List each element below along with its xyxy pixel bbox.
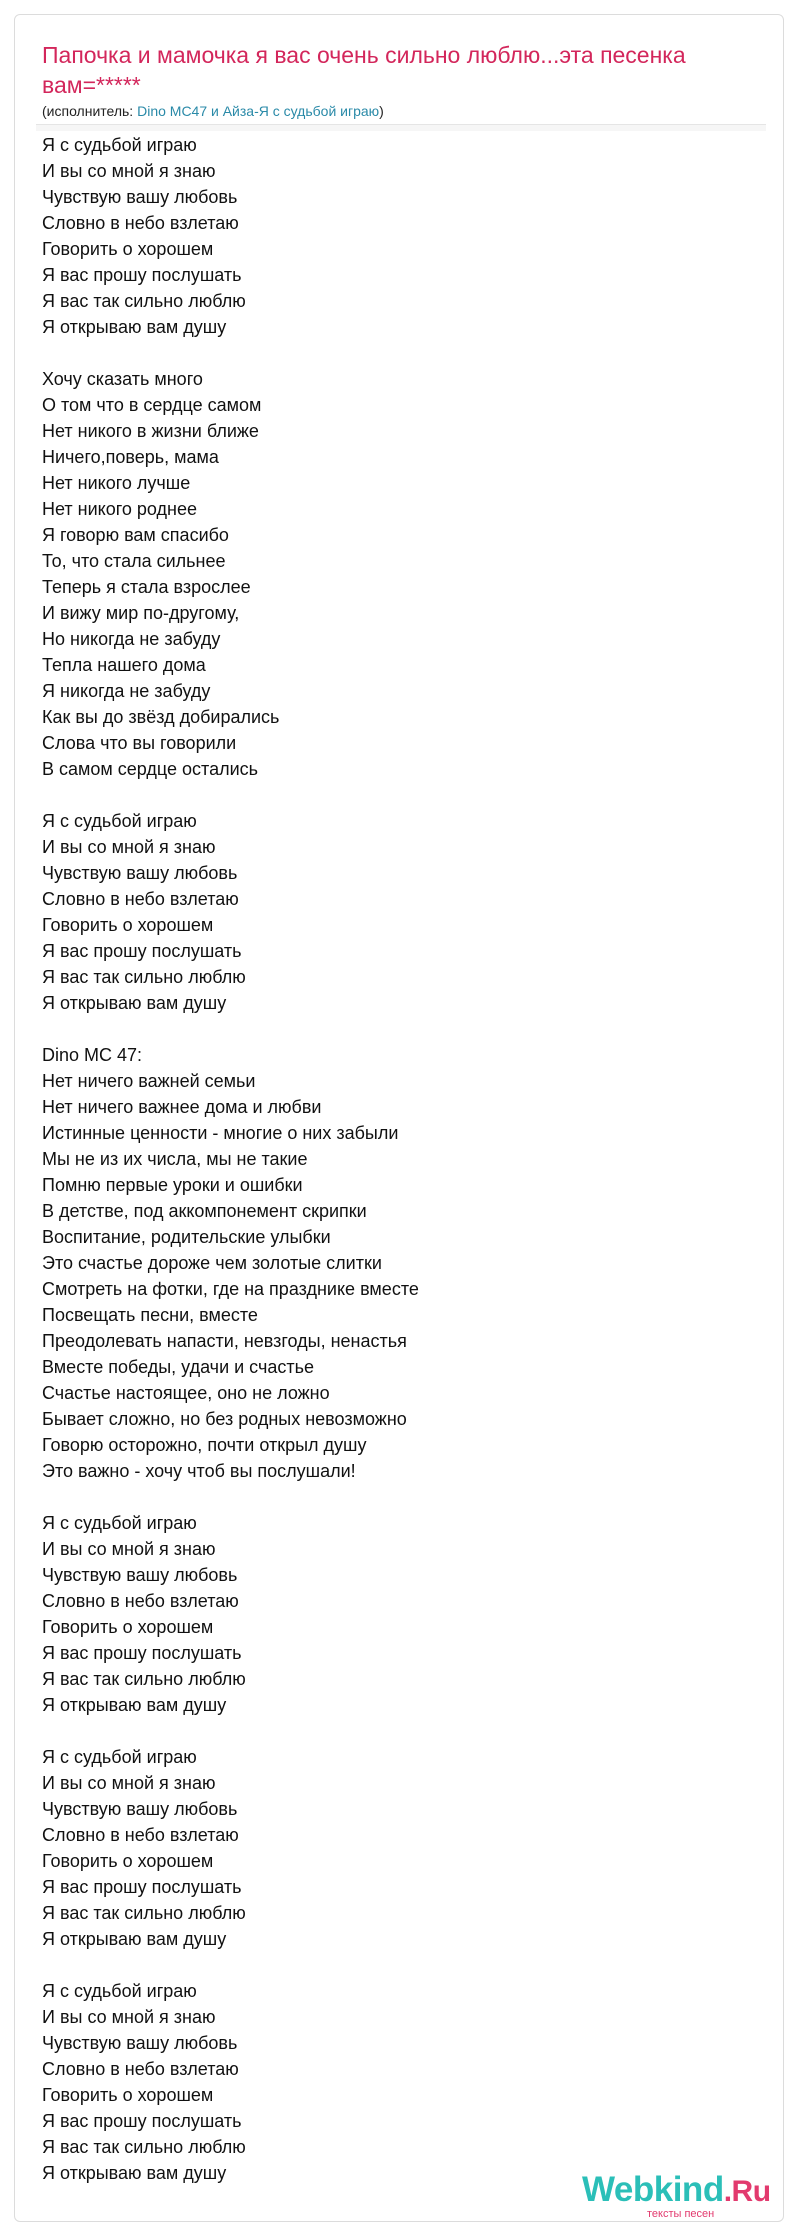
lyric-line: Говорить о хорошем — [42, 2085, 214, 2105]
lyric-line: Dino MC 47: — [42, 1045, 143, 1065]
lyric-line: Я открываю вам душу — [42, 993, 227, 1013]
lyrics-body — [42, 132, 419, 2186]
lyric-line: Словно в небо взлетаю — [42, 2059, 239, 2079]
lyric-line: Слова что вы говорили — [42, 733, 237, 753]
logo-tld-text: .Ru — [723, 2175, 771, 2208]
lyric-line: Словно в небо взлетаю — [42, 1825, 239, 1845]
lyric-line: Ничего,поверь, мама — [42, 447, 219, 467]
lyric-line: Нет ничего важней семьи — [42, 1071, 256, 1091]
lyric-line: Словно в небо взлетаю — [42, 213, 239, 233]
lyric-line: Я открываю вам душу — [42, 317, 227, 337]
lyric-line: Но никогда не забуду — [42, 629, 221, 649]
lyric-line: Смотреть на фотки, где на празднике вместе — [42, 1279, 419, 1299]
lyric-line: Бывает сложно, но без родных невозможно — [42, 1409, 407, 1429]
lyric-line: В детстве, под аккомпонемент скрипки — [42, 1201, 367, 1221]
lyric-line: Словно в небо взлетаю — [42, 1591, 239, 1611]
lyric-line: Я вас прошу послушать — [42, 941, 242, 961]
artist-prefix: (исполнитель: — [42, 103, 138, 119]
lyric-line: Воспитание, родительские улыбки — [42, 1227, 331, 1247]
lyric-line: Я вас прошу послушать — [42, 1877, 242, 1897]
lyric-line: Нет никого в жизни ближе — [42, 421, 259, 441]
lyric-line: Я вас так сильно люблю — [42, 1669, 246, 1689]
lyric-line: Я с судьбой играю — [42, 1513, 197, 1533]
lyric-line: Преодолевать напасти, невзгоды, ненастья — [42, 1331, 407, 1351]
lyric-line: Нет ничего важнее дома и любви — [42, 1097, 322, 1117]
lyric-line: Говорить о хорошем — [42, 1851, 214, 1871]
lyric-line: Я вас прошу послушать — [42, 2111, 242, 2131]
lyric-line: Чувствую вашу любовь — [42, 2033, 238, 2053]
lyric-line: Помню первые уроки и ошибки — [42, 1175, 303, 1195]
lyric-line: И вы со мной я знаю — [42, 1773, 216, 1793]
lyric-line: Я говорю вам спасибо — [42, 525, 229, 545]
logo-tagline: тексты песен — [647, 2208, 715, 2220]
lyric-line: Хочу сказать много — [42, 369, 203, 389]
lyric-line: Я открываю вам душу — [42, 1695, 227, 1715]
lyric-line: Говорю осторожно, почти открыл душу — [42, 1435, 367, 1455]
artist-line — [42, 101, 384, 121]
lyric-line: Я с судьбой играю — [42, 135, 197, 155]
logo-main-text: Webkind — [582, 2170, 724, 2209]
lyric-line: Тепла нашего дома — [42, 655, 206, 675]
lyric-line: Я с судьбой играю — [42, 1747, 197, 1767]
lyric-line: Я вас прошу послушать — [42, 265, 242, 285]
lyric-line: И вы со мной я знаю — [42, 2007, 216, 2027]
lyric-line: Как вы до звёзд добирались — [42, 707, 280, 727]
lyric-line: Я с судьбой играю — [42, 1981, 197, 2001]
lyric-line: Словно в небо взлетаю — [42, 889, 239, 909]
lyric-line: Я вас так сильно люблю — [42, 2137, 246, 2157]
lyric-line: Чувствую вашу любовь — [42, 1565, 238, 1585]
lyric-line: Говорить о хорошем — [42, 239, 214, 259]
lyric-line: Я вас так сильно люблю — [42, 967, 246, 987]
lyric-line: Чувствую вашу любовь — [42, 187, 238, 207]
lyric-line: Чувствую вашу любовь — [42, 1799, 238, 1819]
stanza-gap — [42, 1952, 419, 1978]
lyric-line: Я никогда не забуду — [42, 681, 211, 701]
lyric-line: Я открываю вам душу — [42, 2163, 227, 2183]
lyric-line: И вижу мир по-другому, — [42, 603, 240, 623]
lyric-line: Я вас так сильно люблю — [42, 1903, 246, 1923]
lyric-line: Посвещать песни, вместе — [42, 1305, 258, 1325]
lyric-line: Нет никого роднее — [42, 499, 198, 519]
lyric-line: Я с судьбой играю — [42, 811, 197, 831]
lyric-line: Теперь я стала взрослее — [42, 577, 251, 597]
lyric-line: Это важно - хочу чтоб вы послушали! — [42, 1461, 356, 1481]
lyric-line: И вы со мной я знаю — [42, 1539, 216, 1559]
lyric-line: Нет никого лучше — [42, 473, 191, 493]
lyric-line: Мы не из их числа, мы не такие — [42, 1149, 308, 1169]
divider — [36, 124, 766, 131]
lyric-line: И вы со мной я знаю — [42, 837, 216, 857]
stanza-gap — [42, 1718, 419, 1744]
lyric-line: О том что в сердце самом — [42, 395, 262, 415]
lyric-line: Я вас так сильно люблю — [42, 291, 246, 311]
lyric-line: Я вас прошу послушать — [42, 1643, 242, 1663]
lyric-line: Говорить о хорошем — [42, 1617, 214, 1637]
song-title: Папочка и мамочка я вас очень сильно люблю...эта песенка вам=***** — [42, 42, 686, 98]
artist-link[interactable]: Dino MC47 и Айза-Я с судьбой играю — [137, 103, 380, 119]
lyric-line: Вместе победы, удачи и счастье — [42, 1357, 314, 1377]
lyric-line: Говорить о хорошем — [42, 915, 214, 935]
lyric-line: И вы со мной я знаю — [42, 161, 216, 181]
stanza-gap — [42, 340, 419, 366]
stanza-gap — [42, 782, 419, 808]
lyric-line: Истинные ценности - многие о них забыли — [42, 1123, 399, 1143]
lyric-line: То, что стала сильнее — [42, 551, 226, 571]
stanza-gap — [42, 1484, 419, 1510]
lyric-line: Это счастье дороже чем золотые слитки — [42, 1253, 382, 1273]
lyric-line: Я открываю вам душу — [42, 1929, 227, 1949]
artist-suffix: ) — [379, 103, 384, 119]
lyric-line: Чувствую вашу любовь — [42, 863, 238, 883]
lyric-line: Счастье настоящее, оно не ложно — [42, 1383, 330, 1403]
lyric-line: В самом сердце остались — [42, 759, 259, 779]
webkind-logo[interactable] — [582, 2171, 771, 2211]
stanza-gap — [42, 1016, 419, 1042]
